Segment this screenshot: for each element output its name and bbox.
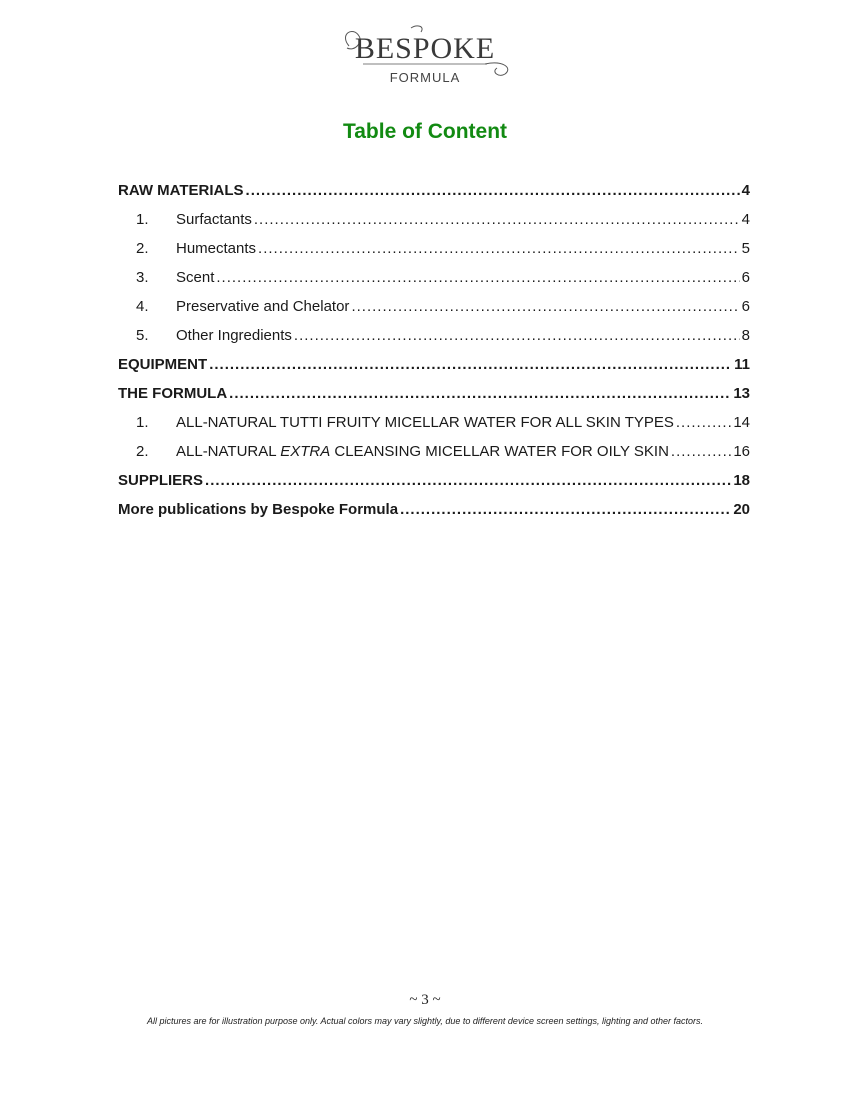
toc-entry[interactable]	[118, 383, 750, 412]
toc-entry-page: 4	[741, 211, 750, 228]
toc-entry[interactable]	[118, 354, 750, 383]
toc-entry[interactable]	[118, 209, 750, 238]
toc-dot-leader	[258, 238, 740, 260]
toc-entry-label: Preservative and Chelator	[176, 298, 350, 315]
toc-entry-label: THE FORMULA	[118, 385, 228, 402]
toc-entry[interactable]	[118, 238, 750, 267]
toc-entry-number: 4.	[136, 298, 149, 315]
svg-text:BESPOKE: BESPOKE	[354, 32, 496, 65]
toc-dot-leader	[294, 325, 740, 347]
toc-dot-leader	[400, 499, 731, 521]
toc-entry-page: 14	[733, 414, 750, 431]
toc-entry-number: 3.	[136, 269, 149, 286]
toc-entry-number: 5.	[136, 327, 149, 344]
toc-entry-page: 20	[733, 501, 750, 518]
bespoke-formula-logo	[335, 24, 515, 90]
toc-title: Table of Content	[342, 120, 508, 143]
toc-entry-page: 5	[741, 240, 750, 257]
toc-dot-leader	[351, 296, 739, 318]
toc-entry-page: 6	[741, 298, 750, 315]
toc-dot-leader	[209, 354, 732, 376]
toc-dot-leader	[246, 180, 740, 202]
toc-entry[interactable]	[118, 499, 750, 528]
toc-entry-number: 2.	[136, 240, 149, 257]
toc-entry-label-part: ALL-NATURAL	[176, 443, 281, 460]
toc-entry-label-emphasis: EXTRA	[280, 443, 331, 460]
toc-entry-page: 18	[733, 472, 750, 489]
toc-entry-label: SUPPLIERS	[118, 472, 204, 489]
toc-dot-leader	[205, 470, 731, 492]
toc-entry[interactable]	[118, 412, 750, 441]
toc-entry-number: 1.	[136, 211, 149, 228]
toc-entry[interactable]	[118, 180, 750, 209]
toc-entry-label: Humectants	[176, 240, 257, 257]
page-number: ~ 3 ~	[409, 992, 441, 1008]
toc-entry-label: Scent	[176, 269, 215, 286]
toc-entry[interactable]	[118, 267, 750, 296]
toc-entry-label-part: CLEANSING MICELLAR WATER FOR OILY SKIN	[330, 443, 669, 460]
toc-dot-leader	[676, 412, 731, 434]
toc-entry[interactable]	[118, 441, 750, 470]
toc-entry[interactable]	[118, 325, 750, 354]
toc-entry-page: 4	[741, 182, 750, 199]
toc-entry-page: 16	[733, 443, 750, 460]
toc-entry-page: 8	[741, 327, 750, 344]
toc-entry-number: 1.	[136, 414, 149, 431]
toc-entry[interactable]	[118, 296, 750, 325]
toc-entry-label	[176, 441, 669, 463]
toc-entry-label: ALL-NATURAL TUTTI FRUITY MICELLAR WATER FOR ALL SKIN TYPES	[176, 414, 674, 431]
toc-dot-leader	[216, 267, 739, 289]
toc-entry-label: Other Ingredients	[176, 327, 292, 344]
toc-entry[interactable]	[118, 470, 750, 499]
toc-dot-leader	[671, 441, 731, 463]
table-of-contents	[118, 180, 750, 528]
svg-text:FORMULA: FORMULA	[389, 70, 461, 85]
toc-entry-label: More publications by Bespoke Formula	[118, 501, 399, 518]
toc-entry-label: RAW MATERIALS	[118, 182, 244, 199]
disclaimer-text: All pictures are for illustration purpose only. Actual colors may vary slightly, due to different device screen settings, lighting and other factors.	[146, 1016, 704, 1026]
toc-entry-page: 11	[734, 356, 750, 373]
toc-dot-leader	[229, 383, 731, 405]
toc-entry-page: 13	[733, 385, 750, 402]
toc-entry-page: 6	[741, 269, 750, 286]
toc-entry-label: Surfactants	[176, 211, 252, 228]
toc-entry-label: EQUIPMENT	[118, 356, 208, 373]
toc-dot-leader	[254, 209, 740, 231]
toc-entry-number: 2.	[136, 443, 149, 460]
